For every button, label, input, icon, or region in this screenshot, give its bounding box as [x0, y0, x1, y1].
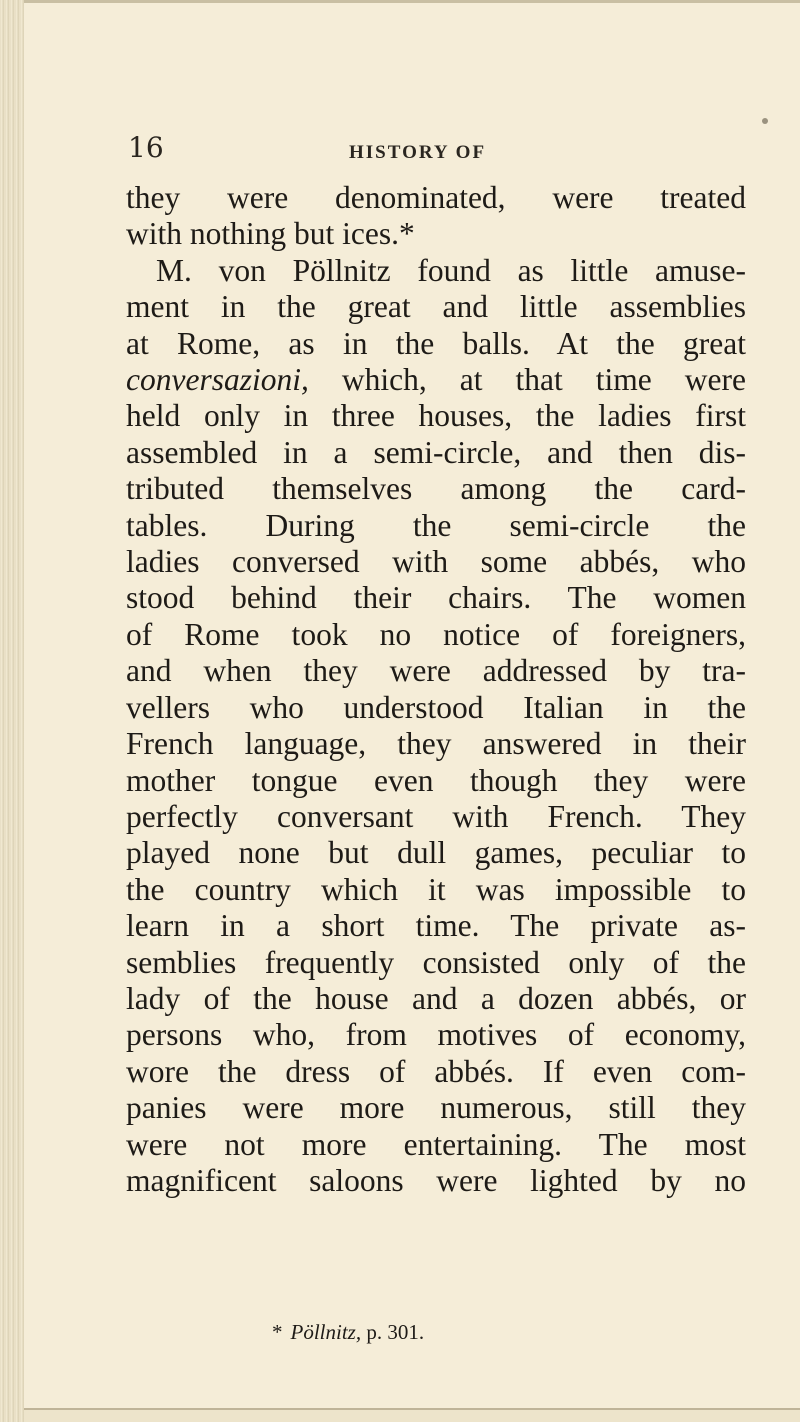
text-line: magnificent saloons were lighted by no — [126, 1162, 746, 1198]
text-line: perfectly conversant with French. They — [126, 798, 746, 834]
text-line: played none but dull games, peculiar to — [126, 835, 746, 871]
bottom-page-edge — [24, 1408, 800, 1422]
text-line: they were denominated, were treated — [126, 180, 746, 215]
text-line: panies were more numerous, still they — [126, 1090, 746, 1126]
text-line: lady of the house and a dozen abbés, or — [126, 980, 746, 1016]
text-line: and when they were addressed by tra- — [126, 653, 746, 689]
text-line: the country which it was impossible to — [126, 871, 746, 907]
text-line: ment in the great and little assemblies — [126, 289, 746, 325]
footnote — [272, 1320, 424, 1345]
text-line: vellers who understood Italian in the — [126, 689, 746, 725]
text-line: held only in three houses, the ladies first — [126, 398, 746, 434]
text-line: wore the dress of abbés. If even com- — [126, 1053, 746, 1089]
text-line: assembled in a semi-circle, and then dis- — [126, 434, 746, 470]
text-line: ladies conversed with some abbés, who — [126, 544, 746, 580]
text-line: mother tongue even though they were — [126, 762, 746, 798]
text-line: of Rome took no notice of foreigners, — [126, 616, 746, 652]
text-line: were not more entertaining. The most — [126, 1126, 746, 1162]
text-line: semblies frequently consisted only of the — [126, 944, 746, 980]
text-line-rest: which, at that time were — [308, 362, 746, 398]
text-line: at Rome, as in the balls. At the great — [126, 325, 746, 361]
top-edge — [0, 0, 800, 3]
footnote-reference: p. 301. — [366, 1320, 425, 1344]
text-line: learn in a short time. The private as- — [126, 908, 746, 944]
footnote-mark: * — [272, 1320, 283, 1344]
text-line: French language, they answered in their — [126, 726, 746, 762]
text-line-with-italic — [126, 362, 746, 398]
running-title: HISTORY OF — [349, 142, 487, 163]
footnote-author: Pöllnitz, — [290, 1320, 362, 1344]
text-line: with nothing but ices.* — [126, 216, 415, 252]
page-number: 16 — [128, 131, 164, 164]
text-line: M. von Pöllnitz found as little amuse- — [156, 252, 746, 288]
ink-spot — [762, 118, 768, 124]
page-binding-edge — [0, 0, 24, 1422]
text-line: tributed themselves among the card- — [126, 471, 746, 507]
text-line: stood behind their chairs. The women — [126, 580, 746, 616]
italic-term: conversazioni, — [126, 362, 309, 398]
body-text — [126, 180, 746, 1199]
text-line: persons who, from motives of economy, — [126, 1017, 746, 1053]
text-line: tables. During the semi-circle the — [126, 507, 746, 543]
